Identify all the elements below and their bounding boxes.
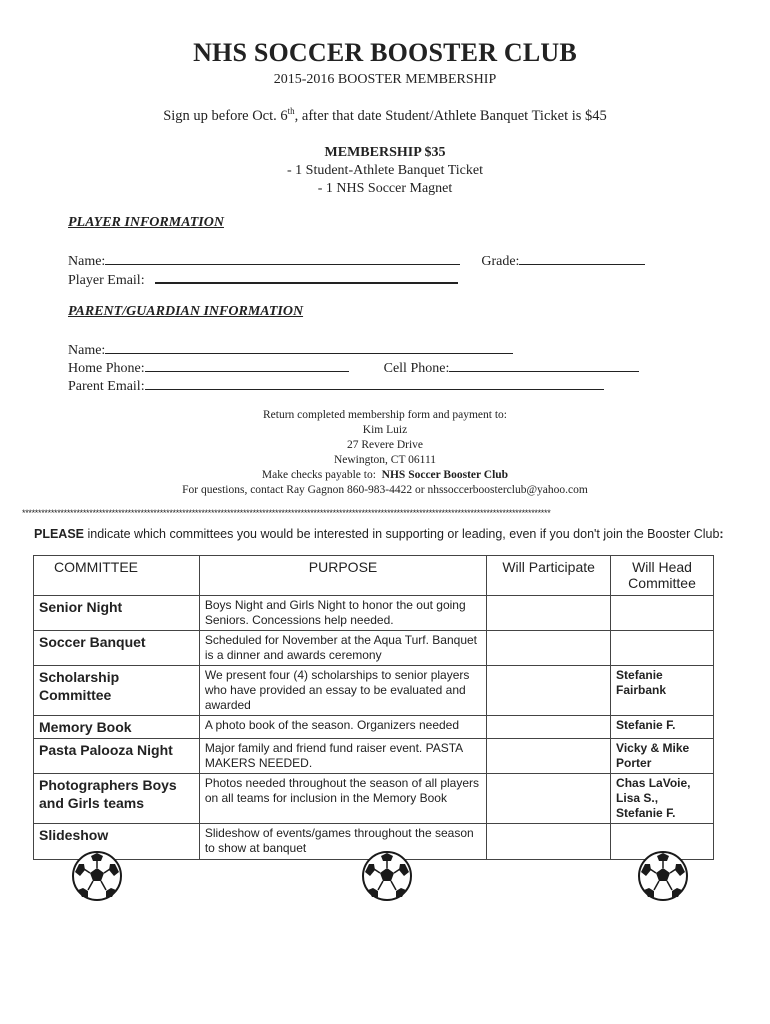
- cell-phone-field[interactable]: [449, 358, 639, 372]
- cell-phone-label: Cell Phone:: [383, 361, 450, 376]
- will-participate-cell[interactable]: [487, 774, 611, 824]
- table-row: [34, 739, 714, 774]
- table-row: [34, 666, 714, 716]
- committee-name: Soccer Banquet: [34, 631, 200, 666]
- will-participate-cell[interactable]: [487, 631, 611, 666]
- return-name: Kim Luiz: [362, 424, 408, 436]
- will-head-cell[interactable]: Chas LaVoie, Lisa S., Stefanie F.: [611, 774, 714, 824]
- questions-contact: For questions, contact Ray Gagnon 860-983-4422 or nhssoccerboosterclub@yahoo.com: [182, 484, 588, 496]
- committee-name: Slideshow: [34, 824, 200, 860]
- soccer-ball-icon: [361, 850, 413, 902]
- membership-heading: MEMBERSHIP $35: [324, 145, 446, 160]
- parent-name-field[interactable]: [105, 340, 513, 354]
- header-committee: COMMITTEE: [34, 556, 200, 596]
- return-street: 27 Revere Drive: [347, 439, 423, 451]
- committee-purpose: Scheduled for November at the Aqua Turf. Banquet is a dinner and awards ceremony: [199, 631, 486, 666]
- phone-row: [68, 358, 639, 377]
- will-head-cell[interactable]: Vicky & Mike Porter: [611, 739, 714, 774]
- table-row: [34, 774, 714, 824]
- player-info-heading: PLAYER INFORMATION: [68, 215, 224, 230]
- will-participate-cell[interactable]: [487, 666, 611, 716]
- committee-name: Pasta Palooza Night: [34, 739, 200, 774]
- parent-info-heading: PARENT/GUARDIAN INFORMATION: [68, 304, 304, 319]
- committee-table: [33, 555, 714, 860]
- star-divider: *********************************************************************************************************************************************************************: [22, 508, 551, 518]
- player-email-field[interactable]: [155, 269, 458, 284]
- committee-name: Photographers Boys and Girls teams: [34, 774, 200, 824]
- grade-label: Grade:: [481, 254, 520, 269]
- return-info: [0, 408, 770, 498]
- player-email-label: Player Email:: [68, 273, 145, 288]
- committee-purpose: Photos needed throughout the season of all players on all teams for inclusion in the Memory Book: [199, 774, 486, 824]
- return-instructions: Return completed membership form and payment to:: [263, 409, 507, 421]
- committee-intro: PLEASE indicate which committees you would be interested in supporting or leading, even if you don't join the Booster Club:: [34, 527, 724, 541]
- will-head-cell[interactable]: Stefanie Fairbank: [611, 666, 714, 716]
- committee-name: Senior Night: [34, 596, 200, 631]
- page-subtitle: 2015-2016 BOOSTER MEMBERSHIP: [273, 72, 497, 87]
- checks-payable: Make checks payable to: NHS Soccer Booster Club: [261, 469, 509, 481]
- parent-name-row: [68, 340, 513, 359]
- will-participate-cell[interactable]: [487, 824, 611, 860]
- home-phone-field[interactable]: [145, 358, 349, 372]
- table-header-row: [34, 556, 714, 596]
- will-head-cell[interactable]: Stefanie F.: [611, 716, 714, 739]
- header-purpose: PURPOSE: [199, 556, 486, 596]
- header-will-head: Will Head Committee: [611, 556, 714, 596]
- membership-item: - 1 NHS Soccer Magnet: [317, 181, 453, 196]
- committee-purpose: We present four (4) scholarships to senior players who have provided an essay to be evaluated and awarded: [199, 666, 486, 716]
- soccer-ball-icon: [637, 850, 689, 902]
- parent-email-field[interactable]: [145, 376, 604, 390]
- will-participate-cell[interactable]: [487, 716, 611, 739]
- player-name-field[interactable]: [105, 251, 460, 265]
- committee-purpose: Boys Night and Girls Night to honor the out going Seniors. Concessions help needed.: [199, 596, 486, 631]
- parent-email-row: [68, 376, 604, 395]
- will-head-cell[interactable]: [611, 631, 714, 666]
- will-participate-cell[interactable]: [487, 739, 611, 774]
- committee-purpose: Major family and friend fund raiser event. PASTA MAKERS NEEDED.: [199, 739, 486, 774]
- committee-name: Memory Book: [34, 716, 200, 739]
- soccer-ball-icon: [71, 850, 123, 902]
- membership-info: [0, 144, 770, 198]
- page-title: NHS SOCCER BOOSTER CLUB: [193, 38, 577, 67]
- header-will-participate: Will Participate: [487, 556, 611, 596]
- return-city: Newington, CT 06111: [333, 454, 437, 466]
- table-row: [34, 716, 714, 739]
- parent-email-label: Parent Email:: [68, 379, 145, 394]
- grade-field[interactable]: [519, 251, 645, 265]
- will-head-cell[interactable]: [611, 596, 714, 631]
- table-row: [34, 596, 714, 631]
- committee-name: Scholarship Committee: [34, 666, 200, 716]
- parent-name-label: Name:: [68, 343, 106, 358]
- signup-deadline: Sign up before Oct. 6th, after that date Student/Athlete Banquet Ticket is $45: [163, 106, 607, 124]
- table-row: [34, 631, 714, 666]
- player-name-label: Name:: [68, 254, 106, 269]
- home-phone-label: Home Phone:: [68, 361, 145, 376]
- player-name-row: [68, 251, 645, 270]
- will-participate-cell[interactable]: [487, 596, 611, 631]
- membership-item: - 1 Student-Athlete Banquet Ticket: [287, 163, 483, 178]
- committee-purpose: A photo book of the season. Organizers needed: [199, 716, 486, 739]
- committee-purpose: Slideshow of events/games throughout the season to show at banquet: [199, 824, 486, 860]
- player-email-row: [68, 269, 458, 289]
